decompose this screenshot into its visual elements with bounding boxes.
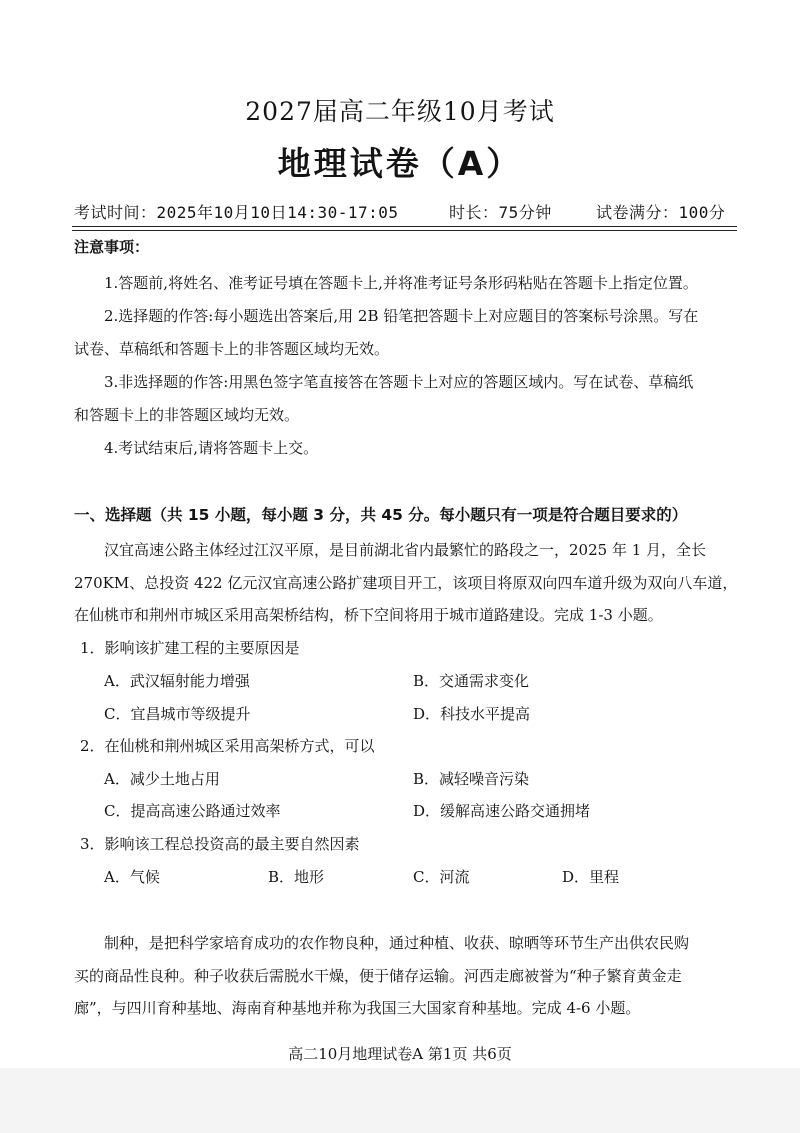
question-3-stem: 3．影响该工程总投资高的最主要自然因素 [80, 835, 360, 853]
question-3-option-a: A．气候 [104, 868, 160, 886]
question-3-option-c: C．河流 [413, 868, 470, 886]
question-2-option-b: B．减轻噪音污染 [413, 770, 530, 788]
question-1-option-a: A．武汉辐射能力增强 [104, 672, 250, 690]
passage-1-line-2: 270KM、总投资 422 亿元汉宜高速公路扩建项目开工，该项目将原双向四车道升级为双向八车道， [74, 574, 738, 592]
notice-item-2-line-1: 2.选择题的作答:每小题选出答案后,用 2B 铅笔把答题卡上对应题目的答案标号涂黑。写在 [104, 307, 699, 325]
notice-item-3-line-1: 3.非选择题的作答:用黑色签字笔直接答在答题卡上对应的答题区域内。写在试卷、草稿纸 [104, 373, 694, 391]
bottom-margin-strip [0, 1068, 800, 1133]
header-divider-top [72, 226, 737, 227]
question-1-option-d: D．科技水平提高 [413, 705, 531, 723]
question-3-option-d: D．里程 [562, 868, 620, 886]
question-3-option-b: B．地形 [268, 868, 325, 886]
passage-2-line-1: 制种，是把科学家培育成功的农作物良种，通过种植、收获、晾晒等环节生产出供农民购 [104, 934, 690, 952]
page-footer: 高二10月地理试卷A 第1页 共6页 [288, 1045, 512, 1063]
notice-item-4: 4.考试结束后,请将答题卡上交。 [104, 439, 319, 457]
exam-duration: 时长：75分钟 [449, 203, 552, 222]
paper-title: 地理试卷（A） [277, 144, 523, 183]
notice-title: 注意事项： [74, 238, 150, 256]
notice-item-3-line-2: 和答题卡上的非答题区域均无效。 [74, 406, 300, 424]
question-1-option-c: C．宜昌城市等级提升 [104, 705, 251, 723]
question-2-option-c: C．提高高速公路通过效率 [104, 802, 281, 820]
section-heading: 一、选择题（共 15 小题，每小题 3 分，共 45 分。每小题只有一项是符合题目要求的） [74, 506, 688, 524]
exam-time: 考试时间：2025年10月10日14:30-17:05 [74, 203, 399, 222]
question-2-option-d: D．缓解高速公路交通拥堵 [413, 802, 591, 820]
passage-2-line-3: 廊”，与四川育种基地、海南育种基地并称为我国三大国家育种基地。完成 4-6 小题。 [74, 999, 641, 1017]
question-1-stem: 1．影响该扩建工程的主要原因是 [80, 639, 300, 657]
notice-item-2-line-2: 试卷、草稿纸和答题卡上的非答题区域均无效。 [74, 340, 390, 358]
passage-1-line-3: 在仙桃市和荆州市城区采用高架桥结构，桥下空间将用于城市道路建设。完成 1-3 小题。 [74, 606, 663, 624]
passage-2-line-2: 买的商品性良种。种子收获后需脱水干燥，便于储存运输。河西走廊被誉为“种子繁育黄金走 [74, 967, 682, 985]
notice-item-1: 1.答题前,将姓名、准考证号填在答题卡上,并将准考证号条形码粘贴在答题卡上指定位置。 [104, 274, 698, 292]
question-1-option-b: B．交通需求变化 [413, 672, 530, 690]
question-2-stem: 2．在仙桃和荆州城区采用高架桥方式，可以 [80, 737, 375, 755]
header-divider-bottom [72, 230, 737, 231]
question-2-option-a: A．减少土地占用 [104, 770, 220, 788]
full-score: 试卷满分：100分 [596, 203, 726, 222]
exam-title: 2027届高二年级10月考试 [245, 97, 555, 126]
passage-1-line-1: 汉宜高速公路主体经过江汉平原，是目前湖北省内最繁忙的路段之一，2025 年 1 月，全长 [104, 541, 707, 559]
